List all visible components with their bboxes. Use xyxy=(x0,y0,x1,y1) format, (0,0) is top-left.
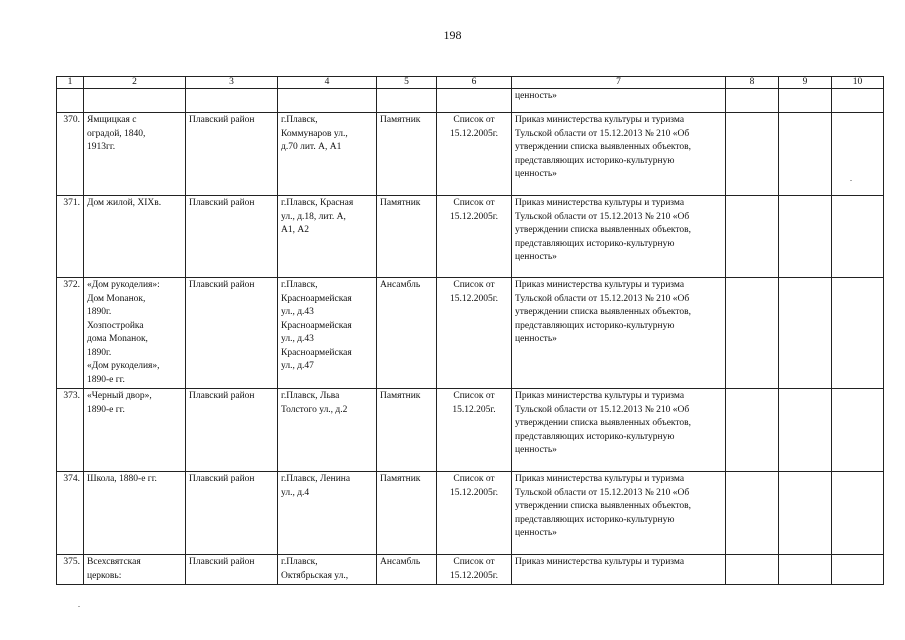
address-cell: г.Плавск, Красная ул., д.18, лит. А, А1, А2 xyxy=(278,196,377,278)
column-number-header-row xyxy=(57,77,884,89)
list-reference-cell: Список от 15.12.2005г. xyxy=(437,196,512,278)
table-row xyxy=(57,196,884,278)
row-number-cell: 372. xyxy=(57,278,84,389)
empty-cell xyxy=(726,472,779,555)
list-reference-cell: Список от 15.12.2005г. xyxy=(437,472,512,555)
row-number-cell: 370. xyxy=(57,113,84,196)
column-header: 5 xyxy=(377,77,437,89)
column-header: 3 xyxy=(186,77,278,89)
order-reference-cell: Приказ министерства культуры и туризма xyxy=(512,555,726,585)
object-type-cell: Памятник xyxy=(377,472,437,555)
table-row xyxy=(57,555,884,585)
column-header: 7 xyxy=(512,77,726,89)
order-reference-cell: Приказ министерства культуры и туризма Тульской области от 15.12.2013 № 210 «Об утверждении списка выявленных объектов, представляющих историко-культурную ценность» xyxy=(512,113,726,196)
order-reference-cell: Приказ министерства культуры и туризма Тульской области от 15.12.2013 № 210 «Об утверждении списка выявленных объектов, представляющих историко-культурную ценность» xyxy=(512,389,726,472)
object-name-cell: Всехсвятская церковь: xyxy=(84,555,186,585)
empty-cell xyxy=(832,472,884,555)
empty-cell xyxy=(779,555,832,585)
district-cell: Плавский район xyxy=(186,472,278,555)
column-header: 6 xyxy=(437,77,512,89)
empty-cell xyxy=(779,472,832,555)
address-cell: г.Плавск, Льва Толстого ул., д.2 xyxy=(278,389,377,472)
district-cell: Плавский район xyxy=(186,389,278,472)
continuation-row xyxy=(57,89,884,113)
column-header: 2 xyxy=(84,77,186,89)
list-reference-cell: Список от 15.12.2005г. xyxy=(437,278,512,389)
empty-cell xyxy=(726,113,779,196)
empty-cell xyxy=(832,113,884,196)
column-header: 10 xyxy=(832,77,884,89)
empty-cell xyxy=(779,196,832,278)
object-type-cell: Памятник xyxy=(377,113,437,196)
row-number-cell: 371. xyxy=(57,196,84,278)
object-name-cell: Школа, 1880-е гг. xyxy=(84,472,186,555)
empty-cell xyxy=(832,196,884,278)
table-row xyxy=(57,472,884,555)
empty-cell xyxy=(779,389,832,472)
district-cell: Плавский район xyxy=(186,113,278,196)
page-number: 198 xyxy=(443,28,462,42)
order-reference-cell: Приказ министерства культуры и туризма Тульской области от 15.12.2013 № 210 «Об утверждении списка выявленных объектов, представляющих историко-культурную ценность» xyxy=(512,472,726,555)
object-type-cell: Памятник xyxy=(377,389,437,472)
column-header: 8 xyxy=(726,77,779,89)
empty-cell xyxy=(832,278,884,389)
object-name-cell: Дом жилой, XIXв. xyxy=(84,196,186,278)
empty-cell xyxy=(779,278,832,389)
empty-cell xyxy=(832,389,884,472)
heritage-registry-table xyxy=(56,76,884,585)
order-reference-cell: Приказ министерства культуры и туризма Тульской области от 15.12.2013 № 210 «Об утверждении списка выявленных объектов, представляющих историко-культурную ценность» xyxy=(512,278,726,389)
district-cell: Плавский район xyxy=(186,196,278,278)
row-number-cell: 375. xyxy=(57,555,84,585)
district-cell: Плавский район xyxy=(186,555,278,585)
list-reference-cell: Список от 15.12.2005г. xyxy=(437,555,512,585)
object-type-cell: Ансамбль xyxy=(377,555,437,585)
row-number-cell: 374. xyxy=(57,472,84,555)
empty-cell xyxy=(726,278,779,389)
empty-cell xyxy=(726,196,779,278)
order-reference-cell: Приказ министерства культуры и туризма Тульской области от 15.12.2013 № 210 «Об утверждении списка выявленных объектов, представляющих историко-культурную ценность» xyxy=(512,196,726,278)
continuation-text: ценность» xyxy=(512,89,726,113)
address-cell: г.Плавск, Коммунаров ул., д.70 лит. А, А1 xyxy=(278,113,377,196)
table-row xyxy=(57,278,884,389)
address-cell: г.Плавск, Красноармейская ул., д.43 Красноармейская ул., д.43 Красноармейская ул., д.47 xyxy=(278,278,377,389)
empty-cell xyxy=(779,113,832,196)
object-name-cell: Ямщицкая с оградой, 1840, 1913гг. xyxy=(84,113,186,196)
table-row xyxy=(57,113,884,196)
address-cell: г.Плавск, Октябрьская ул., xyxy=(278,555,377,585)
column-header: 1 xyxy=(57,77,84,89)
object-type-cell: Ансамбль xyxy=(377,278,437,389)
column-header: 4 xyxy=(278,77,377,89)
row-number-cell: 373. xyxy=(57,389,84,472)
object-type-cell: Памятник xyxy=(377,196,437,278)
list-reference-cell: Список от 15.12.205г. xyxy=(437,389,512,472)
scan-speck xyxy=(78,606,80,607)
object-name-cell: «Черный двор», 1890-е гг. xyxy=(84,389,186,472)
object-name-cell: «Дом рукоделия»: Дом Мonанок, 1890г. Хозпостройка дома Мonанок, 1890г. «Дом рукоделия», 1890-е гг. xyxy=(84,278,186,389)
district-cell: Плавский район xyxy=(186,278,278,389)
empty-cell xyxy=(726,389,779,472)
empty-cell xyxy=(832,555,884,585)
list-reference-cell: Список от 15.12.2005г. xyxy=(437,113,512,196)
scan-speck xyxy=(850,180,852,181)
column-header: 9 xyxy=(779,77,832,89)
address-cell: г.Плавск, Ленина ул., д.4 xyxy=(278,472,377,555)
table-row xyxy=(57,389,884,472)
empty-cell xyxy=(726,555,779,585)
